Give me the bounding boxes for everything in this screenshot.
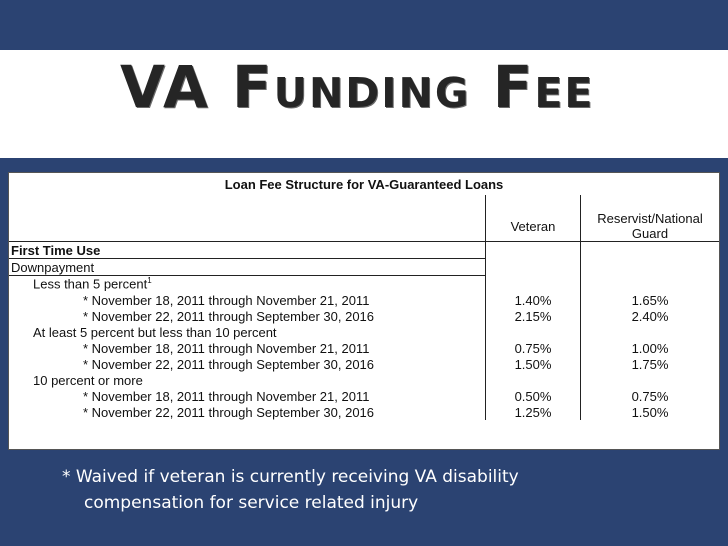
row-label: * November 18, 2011 through November 21, 2011: [9, 340, 486, 356]
veteran-value: 0.75%: [486, 340, 581, 356]
veteran-value: 2.15%: [486, 308, 581, 324]
footnote: [62, 464, 519, 516]
veteran-value: 0.50%: [486, 388, 581, 404]
row-label: Less than 5 percent: [33, 276, 148, 292]
reservist-value: 0.75%: [631, 388, 669, 404]
row-label: At least 5 percent but less than 10 percent: [9, 324, 486, 340]
table-row: [9, 356, 719, 372]
footnote-line-2: compensation for service related injury: [84, 493, 419, 513]
row-label: * November 22, 2011 through September 30, 2016: [9, 404, 486, 420]
table-row: [9, 324, 719, 340]
veteran-value: 1.25%: [486, 404, 581, 420]
slide-title: VA Funding Fee: [120, 53, 595, 121]
fee-table: [9, 173, 719, 420]
table-row: [9, 404, 719, 420]
section-label: First Time Use: [9, 242, 486, 259]
row-label: * November 18, 2011 through November 21, 2011: [9, 388, 486, 404]
veteran-value: 1.40%: [486, 292, 581, 308]
table-row: [9, 308, 719, 324]
fee-table-image: [8, 172, 720, 450]
row-label: * November 18, 2011 through November 21, 2011: [9, 292, 486, 308]
reservist-value: 1.50%: [631, 404, 669, 420]
reservist-value: 2.40%: [631, 308, 669, 324]
footnote-line-1: * Waived if veteran is currently receiving VA disability: [62, 467, 519, 487]
row-label: * November 22, 2011 through September 30, 2016: [9, 356, 486, 372]
column-header-veteran: Veteran: [486, 211, 581, 242]
table-row: [9, 276, 719, 293]
reservist-value: 1.65%: [631, 292, 669, 308]
table-row: [9, 292, 719, 308]
table-row: [9, 372, 719, 388]
table-row: [9, 340, 719, 356]
column-header-reservist: Reservist/National Guard: [581, 211, 720, 242]
footnote-marker: 1: [147, 276, 152, 286]
table-row: [9, 388, 719, 404]
reservist-value: 1.00%: [631, 340, 669, 356]
row-label: * November 22, 2011 through September 30, 2016: [9, 308, 486, 324]
reservist-value: 1.75%: [631, 356, 669, 372]
table-caption: Loan Fee Structure for VA-Guaranteed Loans: [224, 176, 504, 192]
group-label: Downpayment: [9, 259, 486, 276]
row-label: 10 percent or more: [9, 372, 486, 388]
veteran-value: 1.50%: [486, 356, 581, 372]
